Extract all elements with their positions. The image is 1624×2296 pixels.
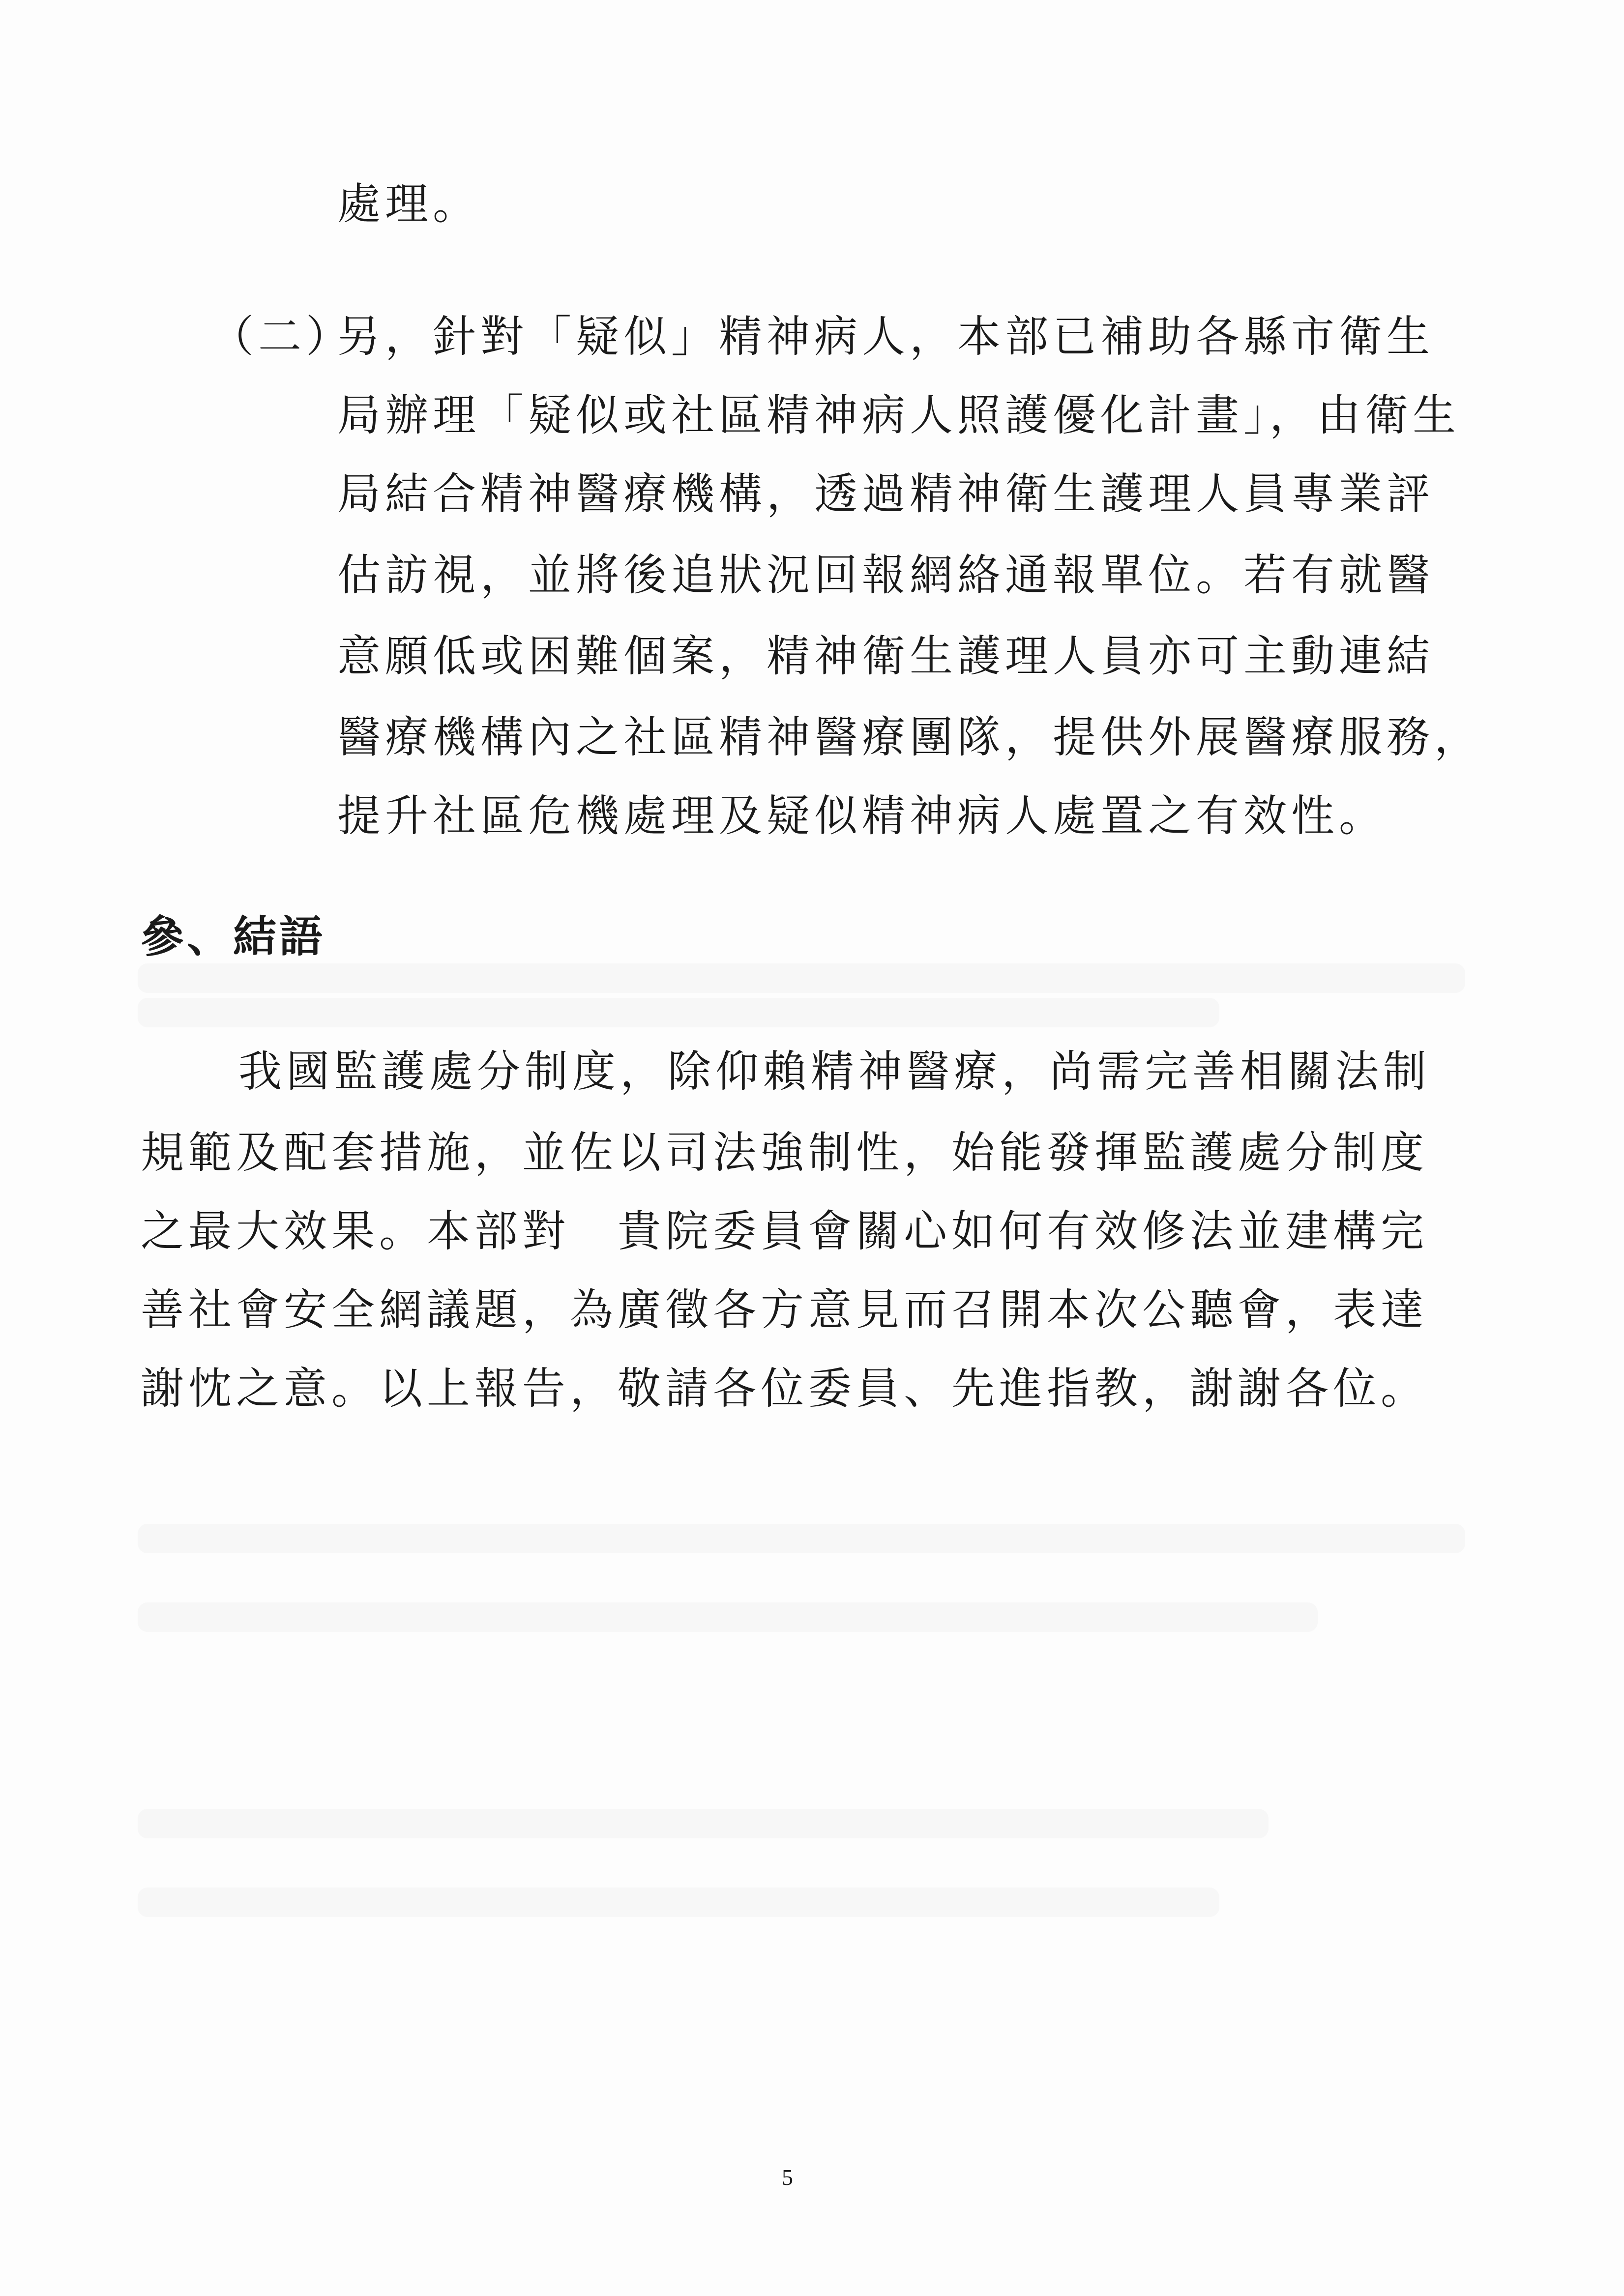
paragraph-line: 我國監護處分制度，除仰賴精神醫療，尚需完善相關法制 xyxy=(238,1046,1431,1097)
bleed-through-shadow xyxy=(138,963,1465,993)
bleed-through-shadow xyxy=(138,1602,1318,1632)
section-heading: 參、結語 xyxy=(141,911,326,962)
item-line: 提升社區危機處理及疑似精神病人處置之有效性。 xyxy=(337,790,1387,841)
page-number: 5 xyxy=(782,2165,793,2190)
item-line: 局結合精神醫療機構，透過精神衛生護理人員專業評 xyxy=(337,468,1435,519)
paragraph-line: 善社會安全網議題，為廣徵各方意見而召開本次公聽會，表達 xyxy=(141,1284,1429,1335)
bleed-through-shadow xyxy=(138,1888,1219,1917)
continuation-line: 處理。 xyxy=(337,178,481,229)
item-line: 意願低或困難個案，精神衛生護理人員亦可主動連結 xyxy=(337,631,1435,681)
item-line: 局辦理「疑似或社區精神病人照護優化計畫」，由衛生 xyxy=(337,390,1461,440)
bleed-through-shadow xyxy=(138,1809,1269,1838)
item-line: 另，針對「疑似」精神病人，本部已補助各縣市衛生 xyxy=(337,311,1435,362)
paragraph-line: 規範及配套措施，並佐以司法強制性，始能發揮監護處分制度 xyxy=(141,1127,1429,1178)
paragraph-line: 謝忱之意。以上報告，敬請各位委員、先進指教，謝謝各位。 xyxy=(141,1363,1429,1414)
item-marker: （二） xyxy=(210,311,354,362)
paragraph-line: 之最大效果。本部對 貴院委員會關心如何有效修法並建構完 xyxy=(141,1206,1429,1256)
bleed-through-shadow xyxy=(138,998,1219,1027)
item-line: 醫療機構內之社區精神醫療團隊，提供外展醫療服務， xyxy=(337,712,1482,762)
item-line: 估訪視，並將後追狀況回報網絡通報單位。若有就醫 xyxy=(337,550,1435,600)
bleed-through-shadow xyxy=(138,1524,1465,1553)
